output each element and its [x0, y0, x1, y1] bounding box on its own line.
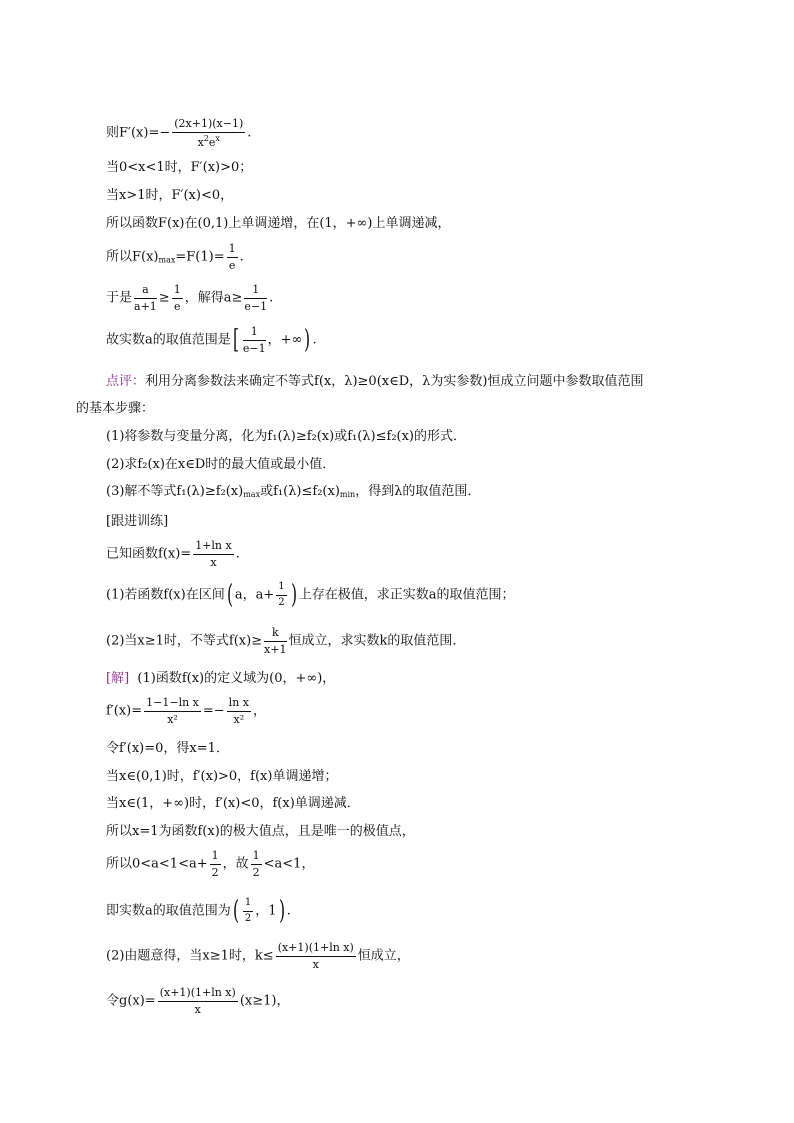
line-define-g: 令g(x)= $\frac{\text{(x+1)(1+ln x)}}{x}$ (x≥1)，	[106, 986, 290, 1016]
line-fmax: 所以$F(x)_{max}=F(1)=$ $\frac{1}{e}$ .	[106, 242, 244, 272]
line-max-point: 所以x=1为函数f(x)的极大值点，且是唯一的极值点，	[106, 824, 415, 839]
fraction: $\frac{1}{e-1}$	[242, 325, 266, 355]
fraction: $\frac{\text{(x+1)(1+ln x)}}{x}$	[159, 986, 236, 1016]
question-2: (2)当x≥1时，不等式f(x)≥ $\frac{k}{x+1}$ 恒成立，求实数k的取值范围．	[106, 626, 466, 656]
line-case2: 当x>1时，F′(x)<0，	[106, 188, 234, 203]
fraction: $\frac{a}{a+1}$	[134, 283, 157, 313]
fraction: $\frac{\text{1+ln x}}{x}$	[195, 539, 232, 569]
line-range-a-2: 即实数a的取值范围为( $\frac{1}{2}$ ，1) .	[106, 896, 291, 926]
line-comment: 点评：利用分离参数法来确定不等式f(x，λ)≥0(x∈D，λ为实参数)恒成立问题中参数取值范围	[106, 374, 644, 389]
line-comment-cont: 的基本步骤：	[76, 401, 155, 416]
line-inequality-a: 所以0<a<1<a+ $\frac{1}{2}$ ，故 $\frac{1}{2}$ <a<1，	[106, 849, 315, 879]
fraction: $\frac{1}{2}$	[211, 849, 219, 879]
fraction: $\frac{k}{x+1}$	[264, 626, 287, 656]
fraction: $\frac{(2x+1)(x-1)}{x^2e^x}$	[174, 117, 244, 149]
line-step3: (3)解不等式$f_1(\lambda)\ge f_2(x)_{max}$或$f_1(\lambda)\le f_2(x)_{min}$，得到λ的取值范围．	[106, 484, 481, 499]
line-fprime: f′(x)= $\frac{\text{1−1−ln x}}{\text{x²}}$ =− $\frac{\text{ln x}}{\text{x²}}$ ，	[106, 696, 266, 726]
fraction: $\frac{\text{(x+1)(1+ln x)}}{x}$	[277, 941, 354, 971]
question-1: (1)若函数f(x)在区间( a，a+ $\frac{1}{2}$ ) 上存在极值，求正实数a的取值范围；	[106, 580, 515, 610]
fraction: $\frac{1}{2}$	[278, 581, 285, 608]
comment-tag: 点评：	[106, 374, 146, 389]
line-case1: 当0<x<1时，F′(x)>0；	[106, 160, 253, 175]
line-solve-a: 于是 $\frac{a}{a+1}$ ≥ $\frac{1}{e}$ ，解得a≥ $\frac{1}{e-1}$ .	[106, 283, 274, 313]
line-fprime-F: 则F′(x)=− $\frac{(2x+1)(x-1)}{x^2e^x}$ .	[106, 117, 252, 149]
fraction: $\frac{\text{ln x}}{\text{x²}}$	[228, 696, 249, 726]
line-monotonic: 所以函数F(x)在(0,1)上单调递增，在(1，+∞)上单调递减，	[106, 216, 451, 231]
line-increasing: 当x∈(0,1)时，f′(x)>0，f(x)单调递增；	[106, 769, 338, 784]
line-part2: (2)由题意得，当x≥1时，k≤ $\frac{\text{(x+1)(1+ln x)}}{x}$ 恒成立，	[106, 941, 410, 971]
line-decreasing: 当x∈(1，+∞)时，f′(x)<0，f(x)单调递减．	[106, 796, 360, 811]
solution-start: [解] (1)函数f(x)的定义域为(0，+∞)，	[106, 671, 336, 686]
line-step1: (1)将参数与变量分离，化为f₁(λ)≥f₂(x)或f₁(λ)≤f₂(x)的形式．	[106, 429, 467, 444]
line-step2: (2)求f₂(x)在x∈D时的最大值或最小值．	[106, 457, 336, 472]
fraction: $\frac{1}{e-1}$	[244, 283, 268, 313]
fraction: $\frac{\text{1−1−ln x}}{\text{x²}}$	[146, 696, 199, 726]
line-given-function: 已知函数f(x)= $\frac{\text{1+ln x}}{x}$ .	[106, 539, 240, 569]
solution-tag: [解]	[106, 671, 130, 686]
fraction: $\frac{1}{2}$	[244, 897, 252, 924]
fraction: $\frac{1}{2}$	[252, 849, 260, 879]
line-range-a: 故实数a的取值范围是[ $\frac{1}{e-1}$ ，+∞) .	[106, 325, 317, 356]
line-critical-point: 令f′(x)=0，得x=1．	[106, 741, 229, 756]
section-heading: [跟进训练]	[106, 514, 169, 529]
fraction: $\frac{1}{e}$	[228, 242, 236, 272]
fraction: $\frac{1}{e}$	[173, 283, 181, 313]
